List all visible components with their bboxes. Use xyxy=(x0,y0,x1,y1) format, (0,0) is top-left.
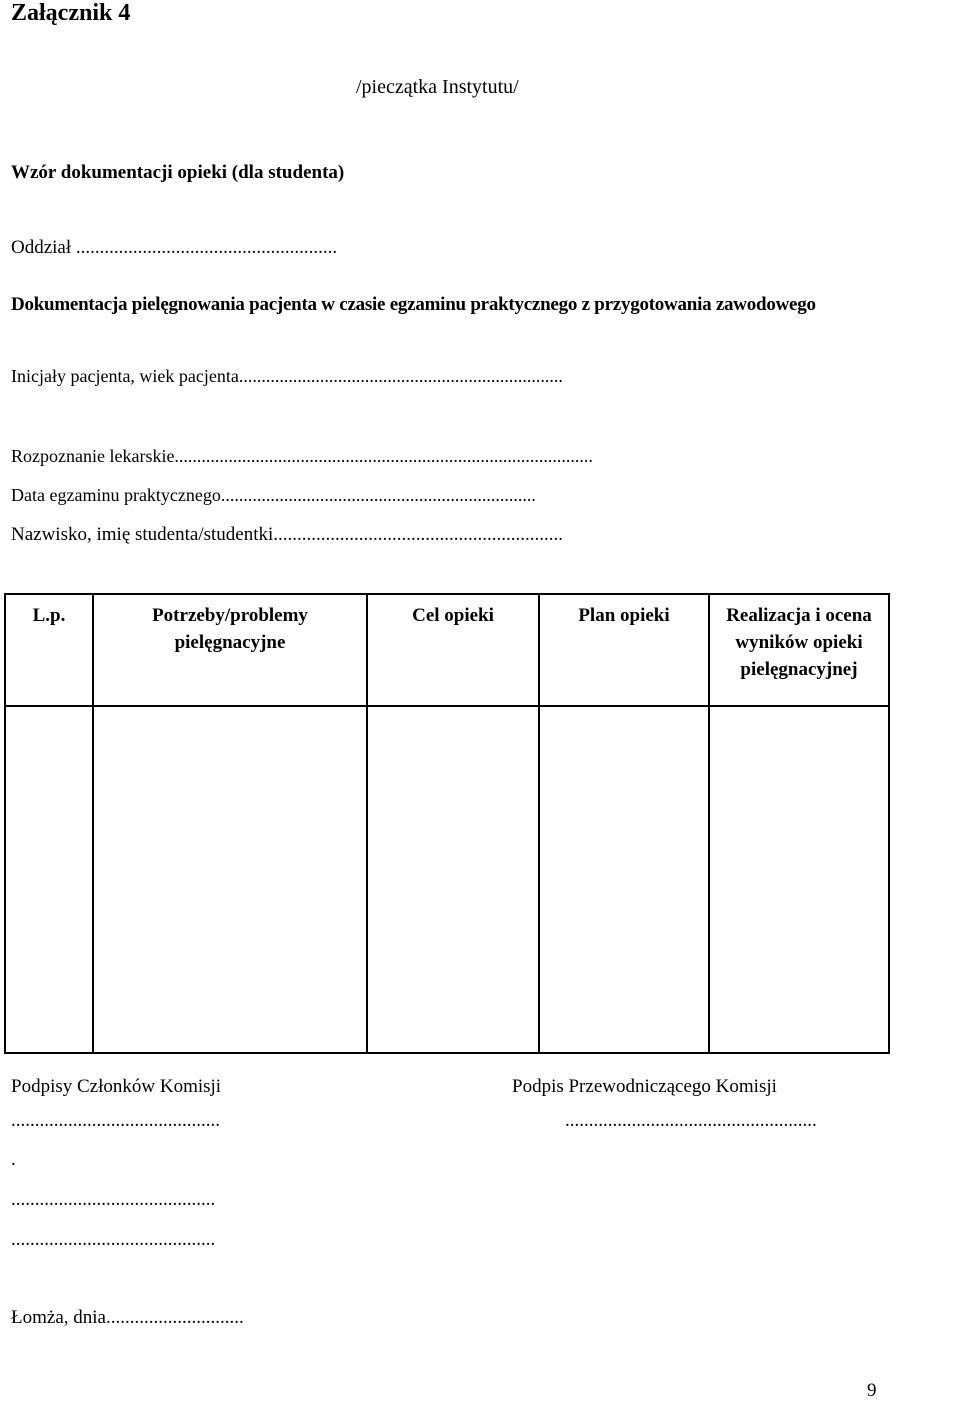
cell-realization-evaluation[interactable] xyxy=(709,706,889,1053)
chair-signature-line: ..................................................... xyxy=(565,1110,817,1131)
header-lp: L.p. xyxy=(5,594,93,706)
header-care-goal: Cel opieki xyxy=(367,594,539,706)
committee-members-label: Podpisy Członków Komisji xyxy=(11,1076,222,1097)
cell-lp[interactable] xyxy=(5,706,93,1053)
table-header-row xyxy=(5,594,889,706)
header-care-plan: Plan opieki xyxy=(539,594,709,706)
header-needs-problems: Potrzeby/problemy pielęgnacyjne xyxy=(93,594,367,706)
cell-needs-problems[interactable] xyxy=(93,706,367,1053)
member-signature-line-4: ........................................... xyxy=(11,1229,216,1250)
committee-chair-label: Podpis Przewodniczącego Komisji xyxy=(512,1076,777,1097)
place-date-field: Łomża, dnia............................. xyxy=(11,1307,244,1328)
patient-field: Inicjały pacjenta, wiek pacjenta........................................................................ xyxy=(11,366,563,386)
student-name-field: Nazwisko, imię studenta/studentki............................................................. xyxy=(11,524,564,545)
exam-date-field: Data egzaminu praktycznego...................................................................... xyxy=(11,485,536,505)
template-title: Wzór dokumentacji opieki (dla studenta) xyxy=(11,162,345,183)
department-field: Oddział ....................................................... xyxy=(11,237,338,258)
cell-care-goal[interactable] xyxy=(367,706,539,1053)
member-signature-line-2: . xyxy=(11,1149,16,1170)
table-row xyxy=(5,706,889,1053)
page-number: 9 xyxy=(867,1380,877,1401)
attachment-title: Załącznik 4 xyxy=(11,0,131,26)
document-title: Dokumentacja pielęgnowania pacjenta w czasie egzaminu praktycznego z przygotowania zawodowego xyxy=(11,294,816,315)
care-documentation-table xyxy=(4,593,890,1054)
member-signature-line-3: ........................................... xyxy=(11,1189,216,1210)
cell-care-plan[interactable] xyxy=(539,706,709,1053)
institute-stamp: /pieczątka Instytutu/ xyxy=(356,76,519,98)
diagnosis-field: Rozpoznanie lekarskie............................................................................................. xyxy=(11,446,593,466)
header-realization-evaluation: Realizacja i ocena wyników opieki pielęgnacyjnej xyxy=(709,594,889,706)
member-signature-line-1: ............................................ xyxy=(11,1110,220,1131)
